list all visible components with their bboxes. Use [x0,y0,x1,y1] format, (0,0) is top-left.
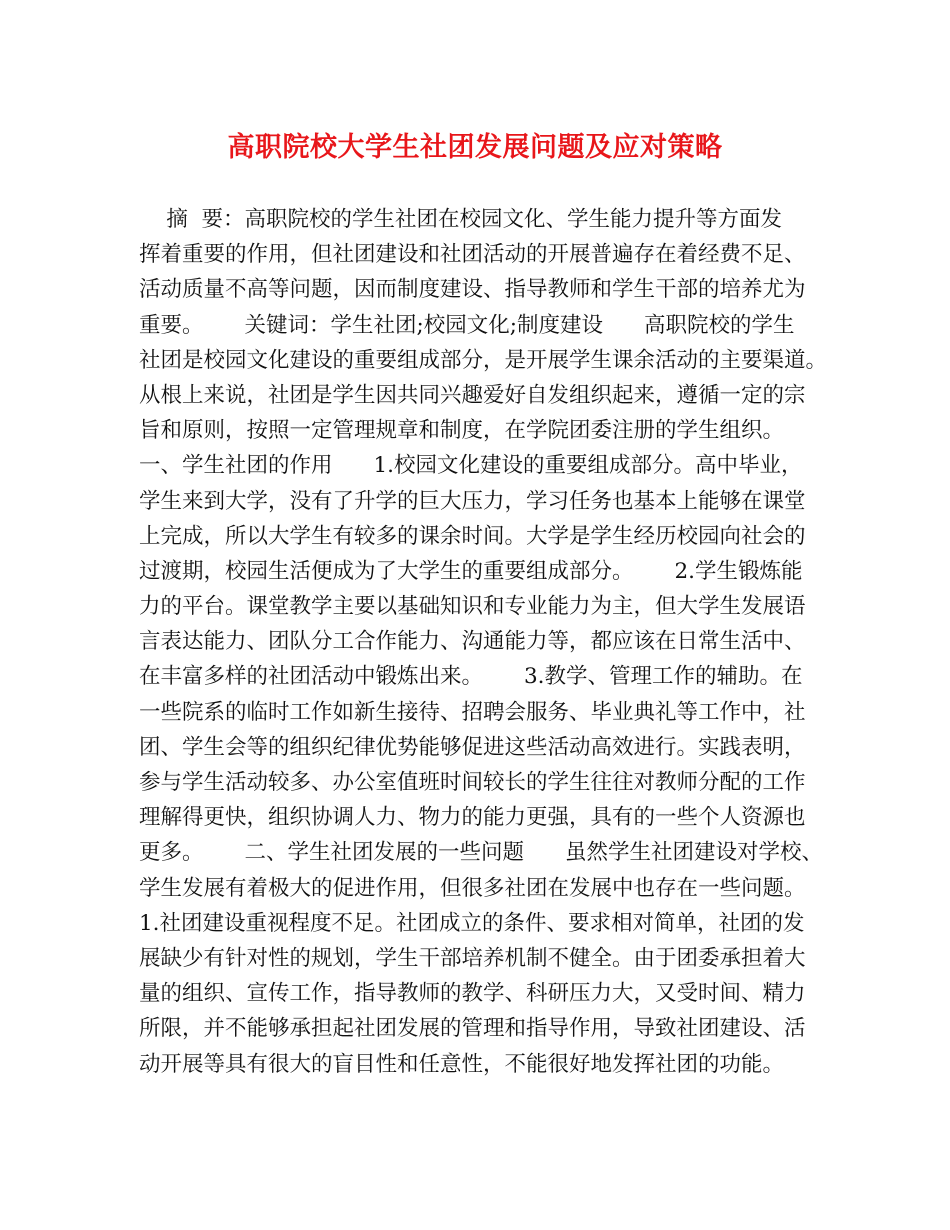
body-line: 动开展等具有很大的盲目性和任意性，不能很好地发挥社团的功能。 [139,1051,785,1077]
body-line: 力的平台。课堂教学主要以基础知识和专业能力为主，但大学生发展语 [139,594,806,620]
body-line: 一、学生社团的作用 1.校园文化建设的重要组成部分。高中毕业， [139,453,803,479]
body-line: 更多。 二、学生社团发展的一些问题 虽然学生社团建设对学校、 [139,840,824,866]
body-line: 在丰富多样的社团活动中锻炼出来。 3.教学、管理工作的辅助。在 [139,664,803,690]
body-line: 社团是校园文化建设的重要组成部分，是开展学生课余活动的主要渠道。 [139,347,828,373]
body-line: 摘 要：高职院校的学生社团在校园文化、学生能力提升等方面发 [139,207,783,232]
body-line: 挥着重要的作用，但社团建设和社团活动的开展普遍存在着经费不足、 [139,242,806,268]
body-line: 学生发展有着极大的促进作用，但很多社团在发展中也存在一些问题。 [139,875,806,901]
document-title: 高职院校大学生社团发展问题及应对策略 [227,132,723,163]
body-line: 所限，并不能够承担起社团发展的管理和指导作用，导致社团建设、活 [139,1016,806,1042]
body-line: 旨和原则，按照一定管理规章和制度，在学院团委注册的学生组织。 [139,418,785,444]
body-line: 活动质量不高等问题，因而制度建设、指导教师和学生干部的培养尤为 [139,277,806,303]
body-line: 展缺少有针对性的规划，学生干部培养机制不健全。由于团委承担着大 [139,945,806,971]
body-line: 重要。 关键词：学生社团;校园文化;制度建设 高职院校的学生 [139,312,795,338]
body-line: 理解得更快，组织协调人力、物力的能力更强，具有的一些个人资源也 [139,805,806,831]
body-line: 上完成，所以大学生有较多的课余时间。大学是学生经历校园向社会的 [139,523,806,549]
body-line: 一些院系的临时工作如新生接待、招聘会服务、毕业典礼等工作中，社 [139,699,806,725]
body-line: 团、学生会等的组织纪律优势能够促进这些活动高效进行。实践表明， [139,734,806,760]
body-line: 过渡期，校园生活便成为了大学生的重要组成部分。 2.学生锻炼能 [139,558,803,584]
body-line: 学生来到大学，没有了升学的巨大压力，学习任务也基本上能够在课堂 [139,488,806,514]
document-body [139,202,829,1082]
body-line: 参与学生活动较多、办公室值班时间较长的学生往往对教师分配的工作 [139,770,806,795]
body-line: 1.社团建设重视程度不足。社团成立的条件、要求相对简单，社团的发 [139,910,805,936]
body-line: 量的组织、宣传工作，指导教师的教学、科研压力大，又受时间、精力 [139,981,806,1007]
body-line: 从根上来说，社团是学生因共同兴趣爱好自发组织起来，遵循一定的宗 [139,382,806,408]
body-line: 言表达能力、团队分工合作能力、沟通能力等，都应该在日常生活中、 [139,629,806,655]
